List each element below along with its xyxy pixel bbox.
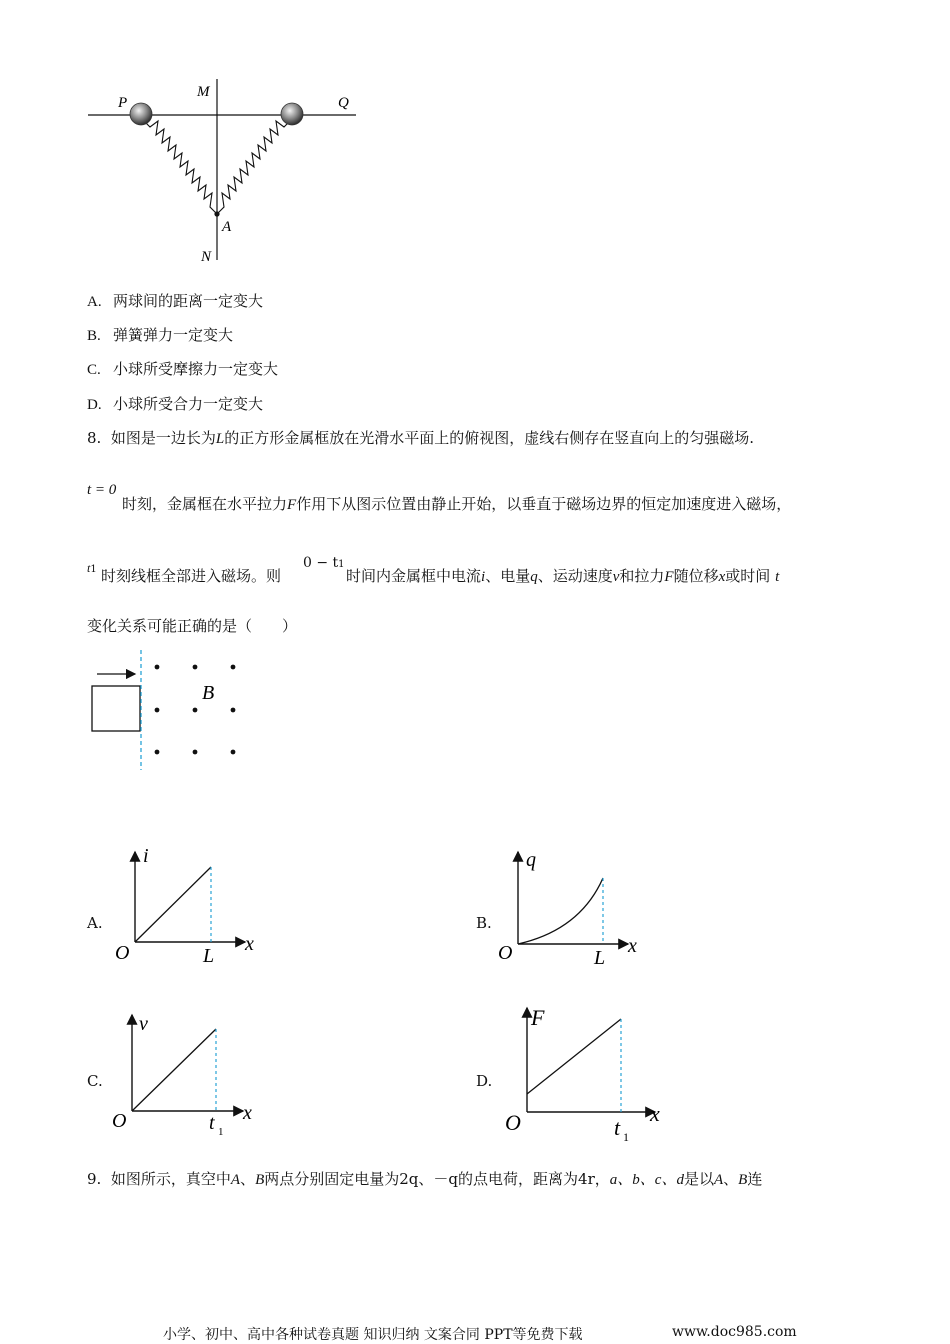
q9-text: 如图所示，真空中 bbox=[110, 1170, 231, 1188]
var-a: A bbox=[230, 1172, 241, 1188]
q8-text: 时间内金属框中电流 bbox=[346, 567, 482, 585]
q8-line-4 bbox=[87, 615, 297, 637]
y-label: F bbox=[531, 1005, 545, 1030]
var-q: q bbox=[530, 569, 538, 585]
curve bbox=[135, 867, 211, 942]
frame-field-figure bbox=[85, 648, 255, 773]
q8-text: 如图是一边长为 bbox=[110, 429, 216, 447]
var-l: L bbox=[215, 431, 225, 447]
origin-label: O bbox=[112, 1110, 127, 1132]
q8-line-3b bbox=[346, 565, 779, 588]
label-p: P bbox=[118, 95, 128, 111]
q8-text: 或时间 bbox=[725, 567, 771, 585]
x-label: x bbox=[243, 1102, 252, 1124]
q8-text: 时刻线框全部进入磁场。则 bbox=[101, 567, 282, 585]
q9-text: 是以 bbox=[683, 1170, 714, 1188]
point-a-dot bbox=[214, 211, 219, 216]
y-label: v bbox=[139, 1013, 148, 1035]
mark-sub: 1 bbox=[218, 1126, 224, 1138]
points-abcd: a、b、c、d bbox=[609, 1172, 684, 1188]
q9-text: 连 bbox=[747, 1170, 763, 1188]
label-q: Q bbox=[338, 95, 349, 111]
t1-var: t bbox=[87, 561, 91, 575]
curve bbox=[132, 1029, 216, 1111]
label-n: N bbox=[201, 249, 212, 265]
q7-option-b bbox=[87, 325, 233, 346]
option-text: 小球所受摩擦力一定变大 bbox=[113, 360, 279, 378]
var-x: x bbox=[718, 569, 726, 585]
mark-label: t bbox=[209, 1112, 215, 1134]
q8-text: 和拉力 bbox=[619, 567, 665, 585]
q8-interval bbox=[303, 551, 345, 576]
option-letter: C. bbox=[87, 362, 101, 378]
q7-option-a bbox=[87, 291, 263, 312]
square-frame bbox=[92, 686, 140, 731]
curve bbox=[527, 1019, 621, 1094]
option-text: 弹簧弹力一定变大 bbox=[113, 326, 234, 344]
q8-t0 bbox=[87, 478, 116, 501]
question-number: 9. bbox=[87, 1170, 102, 1188]
var-t: t bbox=[775, 569, 780, 585]
graph-c bbox=[105, 1005, 265, 1140]
var-v: v bbox=[612, 569, 620, 585]
mark-label: L bbox=[203, 945, 215, 967]
curve bbox=[518, 878, 603, 944]
origin-label: O bbox=[498, 942, 513, 964]
graph-d bbox=[495, 1000, 670, 1145]
spring-balls-figure bbox=[80, 75, 370, 275]
q8-text: 作用下从图示位置由静止开始，以垂直于磁场边界的恒定加速度进入磁场， bbox=[296, 495, 792, 513]
x-label: x bbox=[628, 935, 637, 957]
graph-b bbox=[490, 842, 650, 967]
t-equals-zero: t = 0 bbox=[87, 482, 117, 498]
q8-text: 、电量 bbox=[485, 567, 531, 585]
footer-text: 小学、初中、高中各种试卷真题 知识归纳 文案合同 PPT等免费下载 bbox=[163, 1327, 583, 1343]
option-letter: A. bbox=[87, 294, 102, 310]
y-label: q bbox=[526, 849, 536, 871]
option-letter: B. bbox=[87, 328, 101, 344]
graph-b-letter: B. bbox=[476, 914, 492, 932]
interval-text: 0 − t bbox=[303, 555, 339, 571]
option-text: 两球间的距离一定变大 bbox=[113, 292, 264, 310]
mark-label: t bbox=[614, 1115, 621, 1140]
mark-label: L bbox=[594, 947, 606, 967]
option-text: 小球所受合力一定变大 bbox=[113, 395, 264, 413]
option-letter: D. bbox=[87, 397, 102, 413]
interval-sub: 1 bbox=[338, 559, 345, 570]
q8-line-1 bbox=[87, 427, 754, 450]
q8-line-2 bbox=[122, 493, 791, 516]
graph-c-letter: C. bbox=[87, 1072, 103, 1090]
graph-d-letter: D. bbox=[476, 1072, 493, 1090]
q8-text: 、运动速度 bbox=[537, 567, 613, 585]
left-spring bbox=[142, 119, 217, 214]
field-label-b: B bbox=[202, 682, 215, 704]
right-spring bbox=[217, 119, 292, 214]
distance: 4r bbox=[578, 1170, 595, 1188]
right-ball bbox=[281, 103, 303, 125]
charge-1: 2q bbox=[399, 1170, 419, 1188]
label-m: M bbox=[197, 84, 210, 100]
origin-label: O bbox=[115, 942, 130, 964]
q8-text: 随位移 bbox=[673, 567, 719, 585]
q8-text: 的正方形金属框放在光滑水平面上的俯视图，虚线右侧存在竖直向上的匀强磁场. bbox=[224, 429, 754, 447]
x-label: x bbox=[245, 933, 254, 955]
charge-2: －q bbox=[433, 1170, 459, 1188]
label-a: A bbox=[222, 219, 232, 235]
left-ball bbox=[130, 103, 152, 125]
q8-text: 变化关系可能正确的是（ ） bbox=[87, 617, 298, 635]
mark-sub: 1 bbox=[623, 1130, 629, 1144]
x-label: x bbox=[650, 1101, 660, 1126]
question-number: 8. bbox=[87, 429, 102, 447]
var-b: B bbox=[255, 1172, 265, 1188]
graph-a bbox=[105, 842, 265, 967]
var-f: F bbox=[287, 497, 297, 513]
q9-text: 的点电荷，距离为 bbox=[458, 1170, 579, 1188]
q8-text: 时刻，金属框在水平拉力 bbox=[122, 495, 288, 513]
q8-t1 bbox=[87, 556, 97, 581]
q8-line-3a bbox=[101, 565, 281, 587]
q9-line-1: 9. 如图所示，真空中A、B两点分别固定电量为2q、－q的点电荷，距离为4r，a、b、c、d是以A、B连 bbox=[87, 1170, 763, 1188]
footer-url[interactable]: www.doc985.com bbox=[672, 1324, 797, 1340]
y-label: i bbox=[143, 845, 149, 867]
q9-text: 两点分别固定电量为 bbox=[264, 1170, 400, 1188]
var-i: i bbox=[481, 569, 486, 585]
q7-option-c bbox=[87, 359, 278, 380]
t1-sub: 1 bbox=[90, 564, 97, 575]
origin-label: O bbox=[505, 1110, 521, 1135]
graph-a-letter: A. bbox=[87, 914, 103, 932]
var-f: F bbox=[664, 569, 674, 585]
q7-option-d bbox=[87, 394, 263, 415]
field-dots bbox=[155, 665, 236, 755]
